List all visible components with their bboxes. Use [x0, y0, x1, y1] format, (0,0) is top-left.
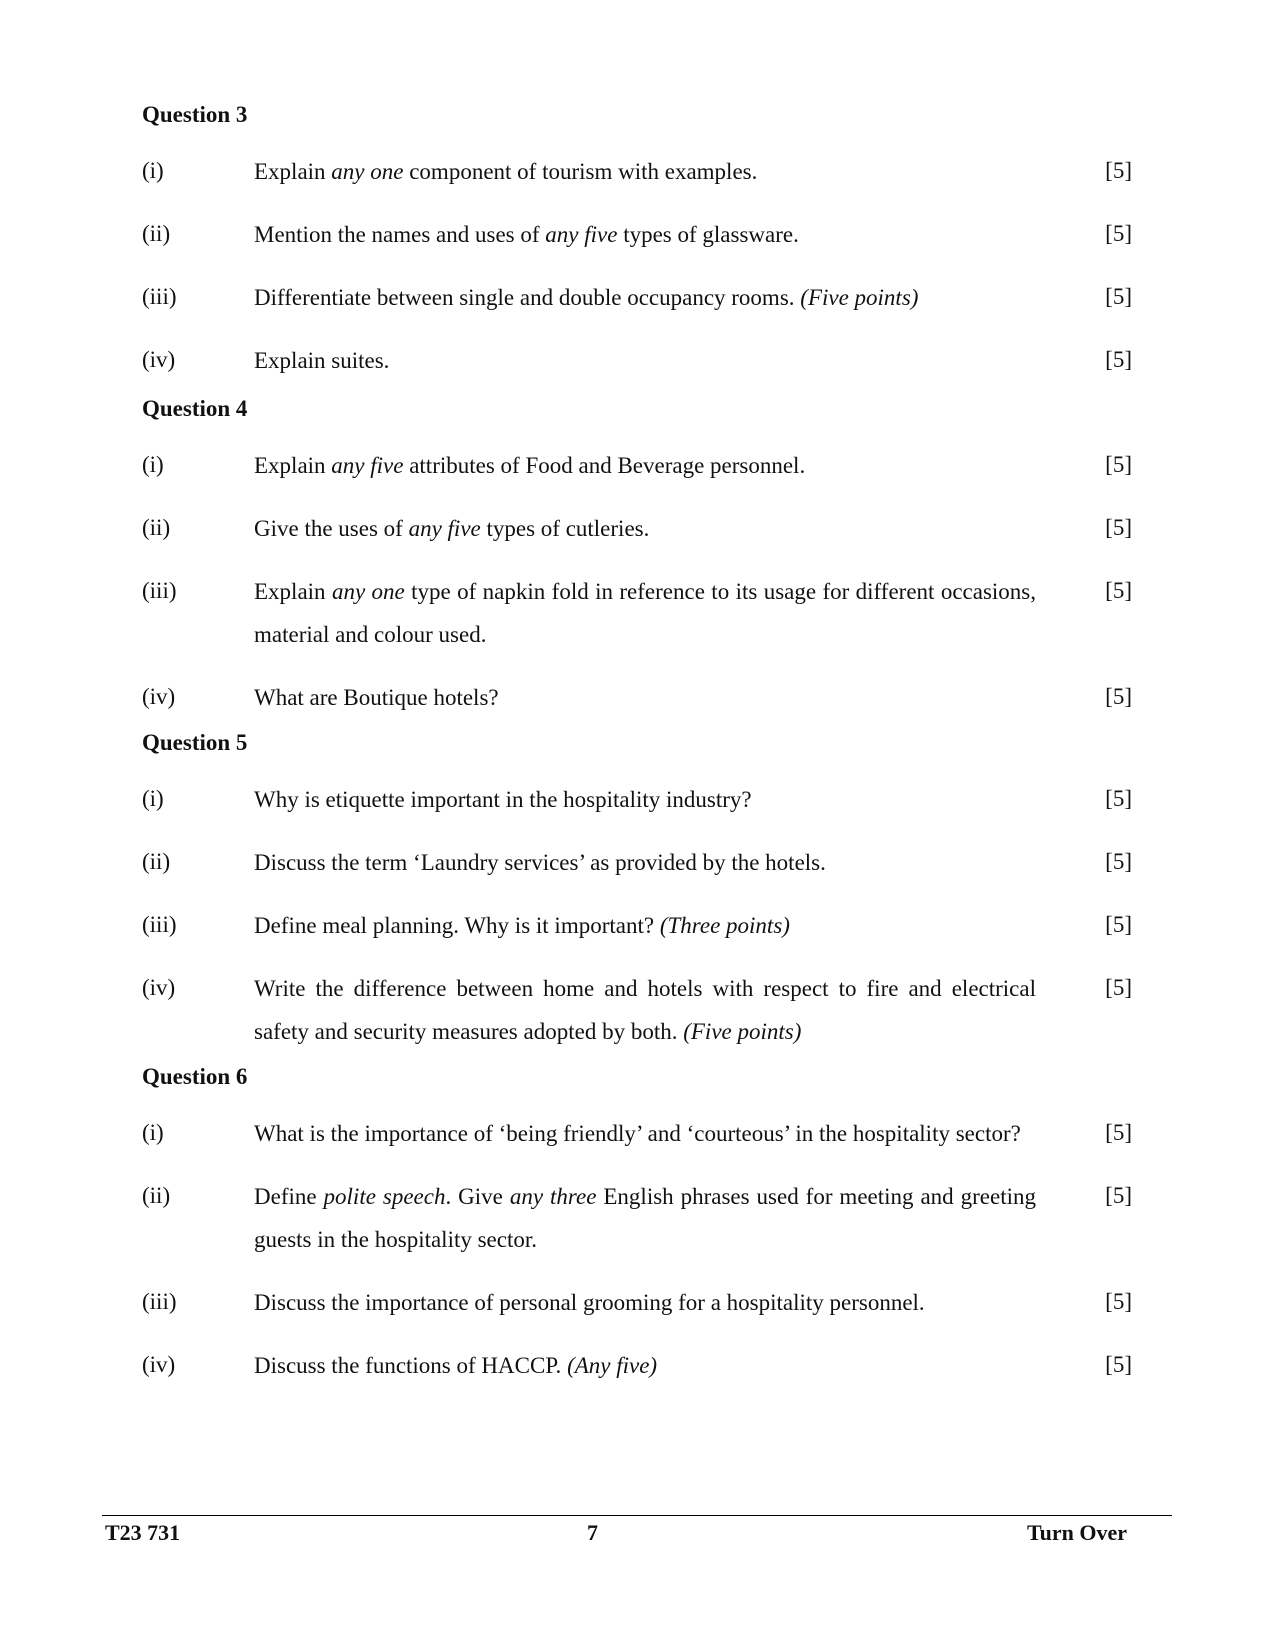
- question-5-block: [142, 728, 1132, 1079]
- item-text-run: What are Boutique hotels?: [254, 685, 499, 710]
- item-number: (ii): [142, 1183, 171, 1208]
- item-number: (iii): [142, 578, 177, 603]
- item-text-run: . Give: [445, 1184, 510, 1209]
- question-6-block: [142, 1062, 1132, 1413]
- item-marks: [5]: [1105, 221, 1132, 246]
- question-item: [142, 784, 1132, 821]
- item-marks: [5]: [1105, 849, 1132, 874]
- question-item: [142, 1287, 1132, 1324]
- item-number: (iv): [142, 1352, 176, 1377]
- question-item: [142, 219, 1132, 256]
- item-text: [254, 1175, 1036, 1261]
- page-number: 7: [587, 1520, 598, 1545]
- item-text: [254, 339, 1036, 382]
- item-text-emphasis: (Five points): [683, 1019, 802, 1044]
- item-marks: [5]: [1105, 578, 1132, 603]
- question-title: Question 4: [142, 396, 248, 421]
- item-number: (ii): [142, 221, 171, 246]
- item-number: (ii): [142, 515, 171, 540]
- question-item: [142, 1181, 1132, 1261]
- item-text-emphasis: any one: [331, 159, 404, 184]
- question-3-block: [142, 100, 1132, 408]
- item-text-emphasis: any three: [509, 1184, 597, 1209]
- item-text-run: Discuss the importance of personal grooming for a hospitality personnel.: [254, 1290, 925, 1315]
- item-text: [254, 507, 1036, 550]
- item-text-run: Mention the names and uses of: [254, 222, 546, 247]
- item-marks: [5]: [1105, 1352, 1132, 1377]
- item-text: [254, 1112, 1036, 1155]
- item-text-emphasis: any five: [545, 222, 618, 247]
- item-marks: [5]: [1105, 284, 1132, 309]
- item-number: (i): [142, 786, 164, 811]
- item-marks: [5]: [1105, 452, 1132, 477]
- item-text-run: types of glassware.: [617, 222, 799, 247]
- item-marks: [5]: [1105, 786, 1132, 811]
- item-text: [254, 904, 1036, 947]
- item-text: [254, 1281, 1036, 1324]
- item-text-run: attributes of Food and Beverage personnel.: [403, 453, 806, 478]
- item-text-run: Discuss the term ‘Laundry services’ as provided by the hotels.: [254, 850, 826, 875]
- question-item: [142, 156, 1132, 193]
- item-marks: [5]: [1105, 515, 1132, 540]
- item-text-run: Write the difference between home and hotels with respect to fire and electrical safety and security measures adopted by both.: [254, 976, 1036, 1044]
- item-marks: [5]: [1105, 1120, 1132, 1145]
- item-text-run: Explain suites.: [254, 348, 390, 373]
- question-title: Question 6: [142, 1064, 248, 1089]
- question-item: [142, 1118, 1132, 1155]
- item-text: [254, 967, 1036, 1053]
- question-title: Question 3: [142, 102, 248, 127]
- item-text-run: Give the uses of: [254, 516, 409, 541]
- question-item: [142, 1350, 1132, 1387]
- item-number: (i): [142, 158, 164, 183]
- item-text-run: Define: [254, 1184, 324, 1209]
- item-marks: [5]: [1105, 975, 1132, 1000]
- item-text-run: Explain: [254, 579, 332, 604]
- item-text: [254, 276, 1036, 319]
- item-number: (iv): [142, 347, 176, 372]
- item-text-run: Explain: [254, 453, 332, 478]
- item-number: (i): [142, 452, 164, 477]
- item-marks: [5]: [1105, 347, 1132, 372]
- item-marks: [5]: [1105, 1289, 1132, 1314]
- item-text: [254, 1344, 1036, 1387]
- item-text-run: Discuss the functions of HACCP.: [254, 1353, 568, 1378]
- item-text-emphasis: polite speech: [323, 1184, 446, 1209]
- item-text-emphasis: (Five points): [800, 285, 919, 310]
- item-text-run: Explain: [254, 159, 332, 184]
- question-item: [142, 450, 1132, 487]
- item-text-emphasis: any five: [408, 516, 481, 541]
- item-text-run: types of cutleries.: [480, 516, 650, 541]
- question-item: [142, 576, 1132, 656]
- item-text: [254, 150, 1036, 193]
- question-item: [142, 682, 1132, 719]
- question-item: [142, 513, 1132, 550]
- item-text-run: Why is etiquette important in the hospitality industry?: [254, 787, 752, 812]
- item-text: [254, 778, 1036, 821]
- question-4-block: [142, 394, 1132, 745]
- item-number: (iv): [142, 684, 176, 709]
- item-text: [254, 444, 1036, 487]
- item-marks: [5]: [1105, 1183, 1132, 1208]
- item-text-emphasis: any one: [331, 579, 405, 604]
- item-number: (iv): [142, 975, 176, 1000]
- item-number: (iii): [142, 1289, 177, 1314]
- item-text: [254, 213, 1036, 256]
- paper-code: T23 731: [105, 1520, 181, 1545]
- question-title: Question 5: [142, 730, 248, 755]
- question-item: [142, 973, 1132, 1053]
- turn-over-label: Turn Over: [1026, 1520, 1127, 1545]
- question-item: [142, 910, 1132, 947]
- item-marks: [5]: [1105, 158, 1132, 183]
- item-number: (iii): [142, 284, 177, 309]
- item-number: (i): [142, 1120, 164, 1145]
- item-text-run: Differentiate between single and double occupancy rooms.: [254, 285, 801, 310]
- footer-divider: [102, 1515, 1172, 1516]
- question-item: [142, 345, 1132, 382]
- item-text-run: component of tourism with examples.: [403, 159, 758, 184]
- item-text-emphasis: (Any five): [567, 1353, 658, 1378]
- item-text-emphasis: any five: [331, 453, 404, 478]
- question-item: [142, 847, 1132, 884]
- item-text-run: What is the importance of ‘being friendly’ and ‘courteous’ in the hospitality sector?: [254, 1121, 1021, 1146]
- item-number: (iii): [142, 912, 177, 937]
- item-text: [254, 570, 1036, 656]
- item-text: [254, 676, 1036, 719]
- item-text-run: English phrases used for meeting and greeting guests in the hospitality sector.: [254, 1184, 1036, 1252]
- item-marks: [5]: [1105, 684, 1132, 709]
- item-text-run: type of napkin fold in reference to its usage for different occasions, material and colour used.: [254, 579, 1036, 647]
- item-number: (ii): [142, 849, 171, 874]
- question-item: [142, 282, 1132, 319]
- item-marks: [5]: [1105, 912, 1132, 937]
- item-text-run: Define meal planning. Why is it important?: [254, 913, 660, 938]
- item-text: [254, 841, 1036, 884]
- item-text-emphasis: (Three points): [659, 913, 790, 938]
